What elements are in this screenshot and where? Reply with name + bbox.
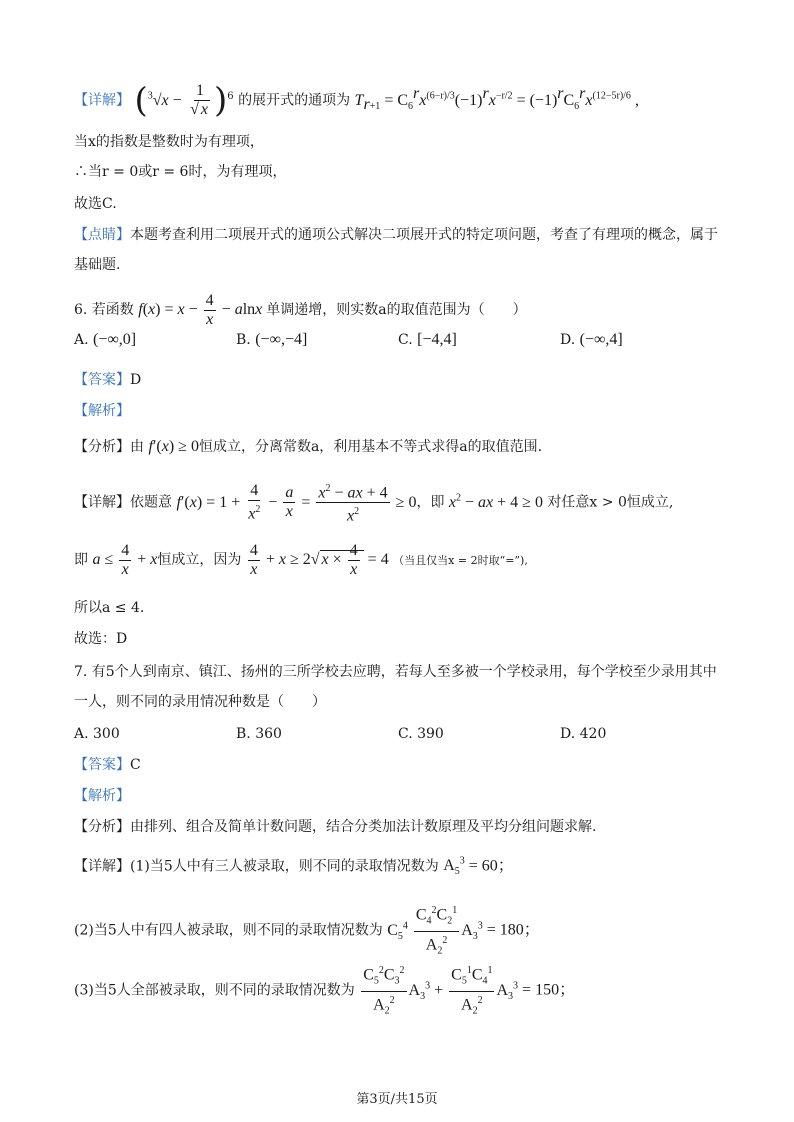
q7-option-c: C. 390 <box>398 726 444 742</box>
q7-answer <box>74 755 141 775</box>
prev-detail-line <box>74 82 639 119</box>
q6-function: f(x) = x − $\frac{4}{x}$ − alnx <box>138 292 263 328</box>
comment-label: 【点睛】 <box>74 227 130 243</box>
q6-fenxi: 【分析】由 f′(x) ≥ 0恒成立，分离常数a，利用基本不等式求得a的取值范围. <box>74 438 543 455</box>
detail-label: 【详解】 <box>74 494 130 511</box>
q6-option-c: C. [−4,4] <box>398 331 457 348</box>
q7-case2: (2)当5人中有四人被录取，则不同的录取情况数为 $C_5^4$ $\frac{C_4^2C_2^1}{A_2^2}$ $A_3^3 = 180$； <box>74 902 540 960</box>
q7-case3: (3)当5人全部被录取，则不同的录取情况数为 $\frac{C_5^2C_3^2}{A_2^2}$ $A_3^3$ + $\frac{C_5^1C_4^1}{A_2^2}$ $A_3^3 = 150$； <box>74 962 575 1020</box>
answer-label: 【答案】 <box>74 757 130 773</box>
fenxi-label: 【分析】 <box>74 439 130 455</box>
q6-stem-suffix: 单调递增，则实数a的取值范围为（ ） <box>266 302 527 319</box>
q6-stem-prefix: 6. 若函数 <box>74 302 134 319</box>
answer-label: 【答案】 <box>74 372 130 388</box>
q6-line4: 所以a ≤ 4. <box>74 600 145 616</box>
q7-option-b: B. 360 <box>236 726 282 742</box>
prev-comment <box>74 225 718 245</box>
prev-answer: 故选C. <box>74 196 117 212</box>
answer-value: C <box>130 757 141 773</box>
comment-text-1: 本题考查利用二项展开式的通项公式解决二项展开式的特定项问题，考查了有理项的概念，属于 <box>130 227 718 243</box>
q6-option-d: D. (−∞,4] <box>560 331 623 348</box>
q7-stem-2: 一人，则不同的录用情况种数是（ ） <box>74 694 326 710</box>
q7-case1: 【详解】(1)当5人中有三人被录取，则不同的录取情况数为 $A_5^3 = 60$； <box>74 856 514 878</box>
q7-fenxi: 【分析】由排列、组合及简单计数问题，结合分类加法计数原理及平均分组问题求解. <box>74 819 597 835</box>
q7-analysis-label: 【解析】 <box>74 788 130 804</box>
q6-detail: 【详解】依题意 f′(x) = 1 + $\frac{4}{x^2}$ − $\frac{a}{x}$ = $\frac{x^2 - ax + 4}{x^2}$ ≥ 0，即 $x^2$ − ax + 4 ≥ 0 对任意x > 0恒成立, <box>74 480 673 526</box>
prev-line1: 当x的指数是整数时为有理项， <box>74 134 264 150</box>
binomial-expression: ($^3$√x − $\frac{1}{√ x}$ )$^6$ <box>134 80 234 121</box>
q6-line3: 即 a ≤ $\frac{4}{x}$ + x恒成立，因为 $\frac{4}{x}$ + x ≥ 2√ x × $\frac{4}{x}$ = 4 （当且仅当x = 2时取“=”), <box>74 542 528 578</box>
q7-option-d: D. 420 <box>560 726 607 742</box>
q6-conclusion: 故选：D <box>74 631 128 647</box>
q6-answer <box>74 370 141 390</box>
q6-analysis-label: 【解析】 <box>74 403 130 419</box>
q6-option-a: A. (−∞,0] <box>74 331 137 348</box>
power: 6 <box>227 90 234 102</box>
q7-option-a: A. 300 <box>74 726 120 742</box>
page-footer: 第3页/共15页 <box>356 1092 438 1107</box>
answer-value: D <box>130 372 142 388</box>
general-term-formula: $T_{r+1} = C_6^rx^{(6-r)/3}(-1)^rx^{-r/2} = (-1)^rC_6^rx^{(12-5r)/6}$ , <box>354 85 639 113</box>
q7-stem-1: 7. 有5个人到南京、镇江、扬州的三所学校去应聘，若每人至多被一个学校录用，每个学校至少录用其中 <box>74 664 717 680</box>
q6-option-b: B. (−∞,−4] <box>236 331 308 348</box>
detail-label: 【详解】 <box>74 858 130 875</box>
prev-line2: ∴当r = 0或r = 6时，为有理项， <box>74 164 287 180</box>
detail-label: 【详解】 <box>74 92 130 109</box>
q6-stem <box>74 292 527 329</box>
expansion-text: 的展开式的通项为 <box>238 92 351 109</box>
fenxi-label: 【分析】 <box>74 819 130 835</box>
prev-comment-2: 基础题. <box>74 257 121 273</box>
